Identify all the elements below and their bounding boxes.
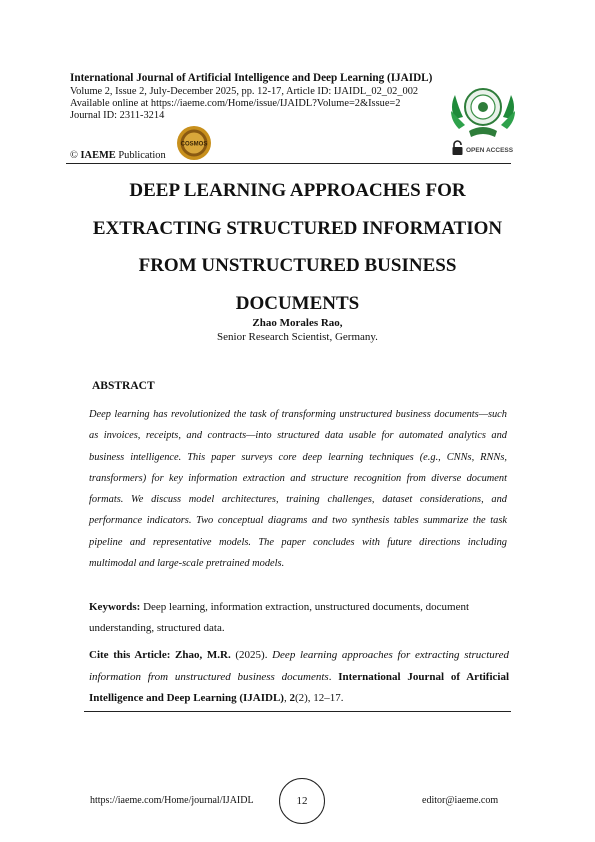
publisher-line <box>70 150 166 161</box>
page-number-text: 12 <box>296 795 308 807</box>
lock-icon <box>453 141 463 155</box>
publisher-suffix: Publication <box>118 150 166 161</box>
journal-title: International Journal of Artificial Intelligence and Deep Learning (IJAIDL) <box>70 72 433 84</box>
abstract-heading: ABSTRACT <box>92 380 155 392</box>
keywords-label: Keywords: <box>89 601 141 613</box>
cite-sep: . <box>328 670 339 683</box>
citation <box>89 645 509 710</box>
title-line: EXTRACTING STRUCTURED INFORMATION <box>92 217 503 239</box>
citation-divider <box>84 711 511 712</box>
cite-volume: 2 <box>289 692 295 705</box>
journal-id: Journal ID: 2311-3214 <box>70 110 165 121</box>
page-number <box>279 778 325 824</box>
author-affiliation: Senior Research Scientist, Germany. <box>217 331 378 343</box>
open-access-badge <box>451 140 531 156</box>
open-access-label: OPEN ACCESS <box>466 147 514 154</box>
cite-label: Cite this Article: <box>89 649 171 661</box>
footer-journal-link[interactable]: https://iaeme.com/Home/journal/IJAIDL <box>90 795 254 806</box>
cite-title: Deep learning approaches for extracting structured information from unstructured business documents <box>89 649 510 683</box>
issue-info: Volume 2, Issue 2, July-December 2025, pp. 12-17, Article ID: IJAIDL_02_02_002 <box>70 86 419 97</box>
cite-authors: Zhao, M.R. <box>170 649 231 661</box>
cosmos-badge-icon <box>176 125 212 161</box>
iaeme-logo-icon <box>445 79 521 145</box>
author-name: Zhao Morales Rao, <box>252 317 343 329</box>
title-line: DOCUMENTS <box>235 292 360 314</box>
copyright-symbol: © <box>70 150 78 161</box>
cite-issue-pages: (2), 12–17. <box>294 692 344 705</box>
publisher-name: IAEME <box>80 150 116 161</box>
cite-comma: , <box>283 692 290 705</box>
footer-email-link[interactable]: editor@iaeme.com <box>422 795 499 806</box>
badge-text: COSMOS <box>180 141 208 148</box>
keywords <box>89 597 514 639</box>
keywords-text: Deep learning, information extraction, unstructured documents, document understanding, structured data. <box>89 601 470 634</box>
abstract-text: Deep learning has revolutionized the task of transforming unstructured business documents—such as invoices, receipts, and contracts—into structured data usable for automated analytics and business intelligence. This paper surveys core deep learning techniques (e.g., CNNs, RNNs, transformers) for key information extraction and structure recognition from diverse document formats. We discuss model architectures, training challenges, dataset considerations, and performance indicators. Two conceptual diagrams and two synthesis tables summarize the task pipeline and representative models. The paper concludes with future directions including multimodal and large-scale pretrained models. <box>89 409 507 570</box>
title-line: FROM UNSTRUCTURED BUSINESS <box>138 255 457 276</box>
header-divider <box>66 163 511 164</box>
paper-title <box>66 172 529 322</box>
cite-journal: International Journal of Artificial Intelligence and Deep Learning (IJAIDL) <box>89 670 509 705</box>
cite-year: (2025). <box>230 649 273 661</box>
available-online-link[interactable]: Available online at https://iaeme.com/Home/issue/IJAIDL?Volume=2&Issue=2 <box>70 98 401 109</box>
title-line: DEEP LEARNING APPROACHES FOR <box>129 180 466 201</box>
